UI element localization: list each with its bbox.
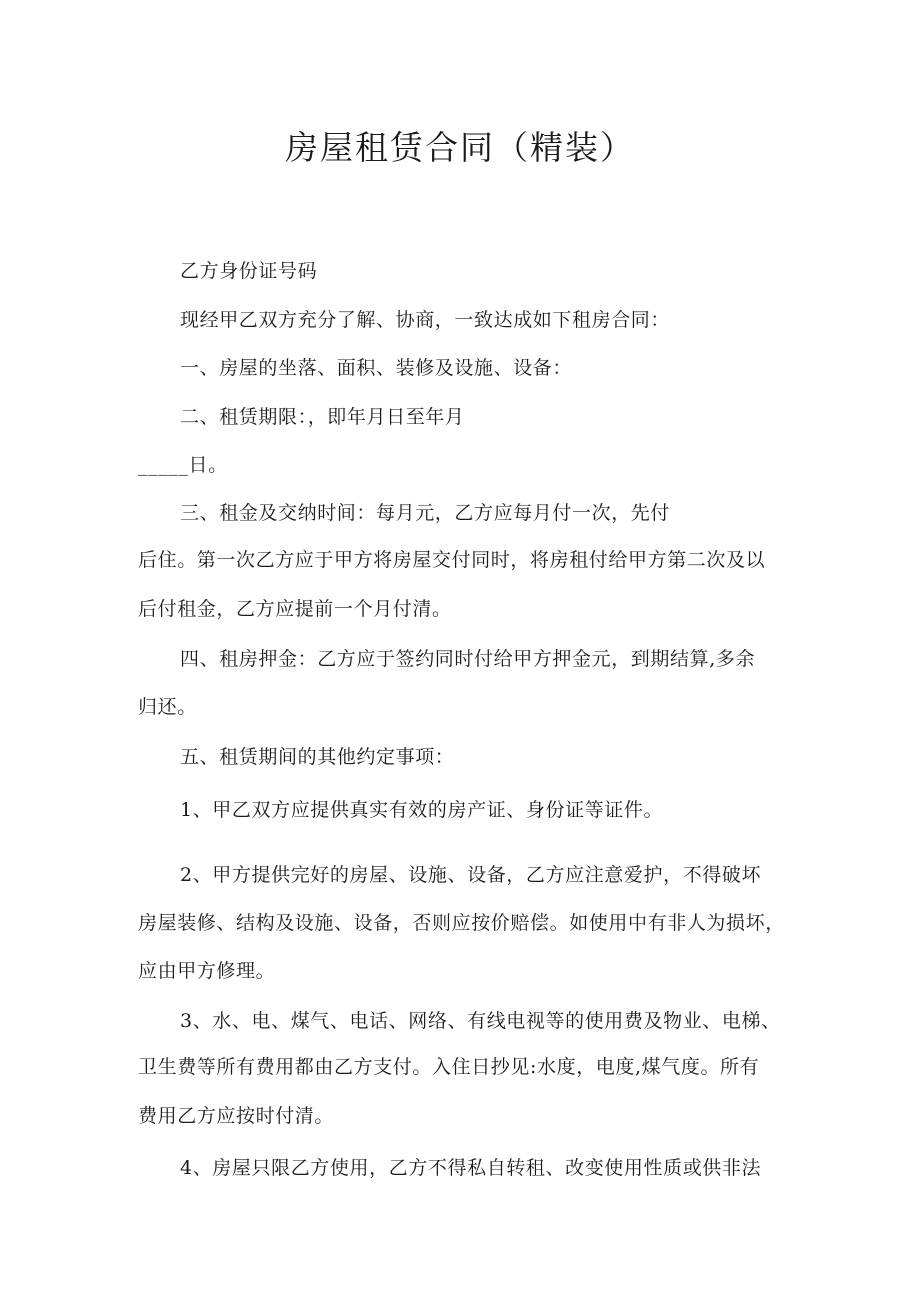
- item-3-line-1: 3、水、电、煤气、电话、网络、有线电视等的使用费及物业、电梯、: [180, 1010, 781, 1032]
- clause-4-heading: 四、租房押金：乙方应于签约同时付给甲方押金元，到期结算,多余: [180, 648, 756, 670]
- clause-3-heading: 三、租金及交纳时间：每月元，乙方应每月付一次，先付: [180, 502, 671, 524]
- item-2-line-1: 2、甲方提供完好的房屋、设施、设备，乙方应注意爱护，不得破坏: [180, 864, 762, 886]
- clause-5-heading: 五、租赁期间的其他约定事项：: [180, 746, 455, 768]
- clause-1-heading: 一、房屋的坐落、面积、装修及设施、设备：: [180, 357, 573, 379]
- item-3-line-3: 费用乙方应按时付清。: [138, 1105, 335, 1127]
- clause-4-continuation: 归还。: [138, 696, 197, 718]
- item-2-line-2: 房屋装修、结构及设施、设备，否则应按价赔偿。如使用中有非人为损坏，: [138, 912, 785, 934]
- item-4-line-1: 4、房屋只限乙方使用，乙方不得私自转租、改变使用性质或供非法: [180, 1157, 762, 1179]
- clause-3-continuation-2: 后付租金，乙方应提前一个月付清。: [138, 598, 452, 620]
- intro-line: 现经甲乙双方充分了解、协商，一致达成如下租房合同：: [180, 309, 671, 331]
- clause-2-continuation: _____日。: [138, 454, 228, 476]
- document-title: 房屋租赁合同（精装）: [285, 128, 635, 167]
- item-2-line-3: 应由甲方修理。: [138, 960, 276, 982]
- item-1-line: 1、甲乙双方应提供真实有效的房产证、身份证等证件。: [180, 799, 664, 821]
- item-3-line-2: 卫生费等所有费用都由乙方支付。入住日抄见:水度，电度,煤气度。所有: [138, 1056, 760, 1078]
- tenant-id-line: 乙方身份证号码: [180, 260, 318, 282]
- clause-3-continuation-1: 后住。第一次乙方应于甲方将房屋交付同时，将房租付给甲方第二次及以: [138, 549, 766, 571]
- clause-2-heading: 二、租赁期限：，即年月日至年月: [180, 406, 465, 428]
